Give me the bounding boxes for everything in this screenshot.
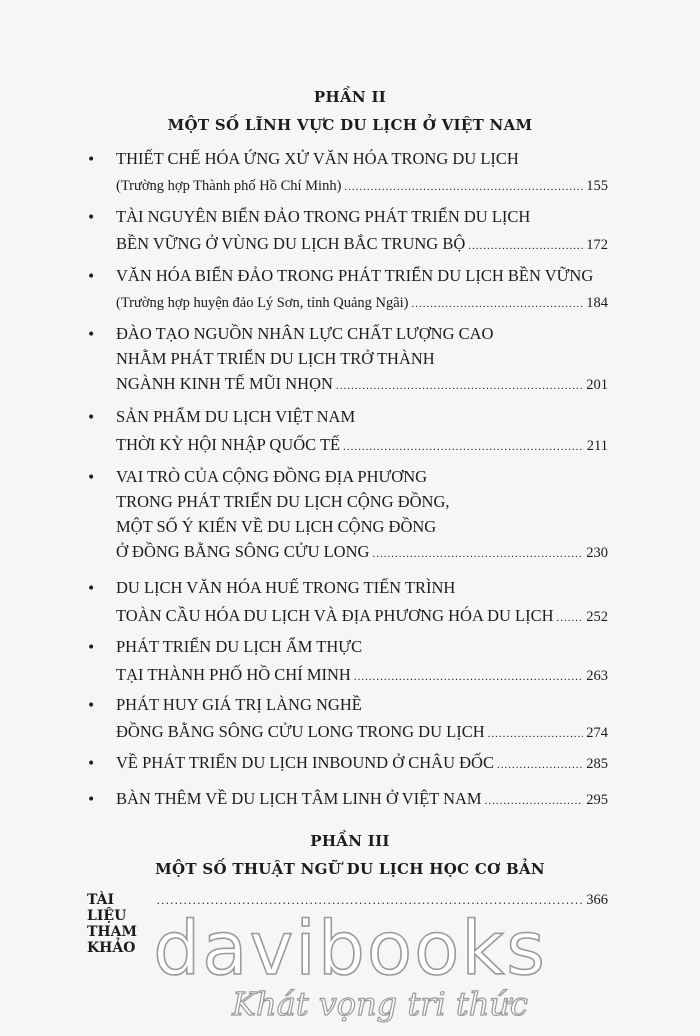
- toc-entry-final-line: [116, 373, 608, 395]
- toc-entry-title-text: THỜI KỲ HỘI NHẬP QUỐC TẾ: [116, 435, 341, 454]
- toc-entry-title-text: TRONG PHÁT TRIỂN DU LỊCH CỘNG ĐỒNG,: [116, 492, 450, 511]
- bullet-icon: •: [87, 410, 96, 426]
- toc-entry-final-line: [116, 233, 608, 255]
- toc-entry-page-number: 274: [586, 725, 608, 741]
- toc-entry-line: [116, 516, 608, 538]
- bullet-icon: •: [87, 152, 96, 168]
- toc-entry-title-text: PHÁT HUY GIÁ TRỊ LÀNG NGHỀ: [116, 695, 362, 714]
- toc-entry-page-number: 295: [586, 792, 608, 808]
- toc-entry-final-line: [116, 541, 608, 563]
- part-2-number: PHẦN II: [313, 88, 387, 106]
- bullet-icon: •: [87, 210, 96, 226]
- toc-entry-title-text: TOÀN CẦU HÓA DU LỊCH VÀ ĐỊA PHƯƠNG HÓA DU LỊCH: [116, 606, 554, 625]
- toc-entry-title-text: VĂN HÓA BIỂN ĐẢO TRONG PHÁT TRIỂN DU LỊCH BỀN VỮNG: [116, 266, 594, 285]
- toc-entry-line: [116, 636, 608, 658]
- toc-entry-line: [116, 694, 608, 716]
- toc-entry-line: [116, 466, 608, 488]
- part-2-title: MỘT SỐ LĨNH VỰC DU LỊCH Ở VIỆT NAM: [167, 116, 533, 134]
- toc-entry-title-text: NHẰM PHÁT TRIỂN DU LỊCH TRỞ THÀNH: [116, 349, 435, 368]
- toc-entry-final-line: [116, 292, 608, 314]
- watermark-tagline: Khát vọng tri thức: [232, 985, 528, 1023]
- toc-entry-line: [116, 148, 608, 170]
- references-label: TÀI LIỆU THAM KHẢO: [87, 892, 138, 956]
- toc-entry-title-text: THIẾT CHẾ HÓA ỨNG XỬ VĂN HÓA TRONG DU LỊCH: [116, 149, 519, 168]
- toc-entry-title-text: ĐÀO TẠO NGUỒN NHÂN LỰC CHẤT LƯỢNG CAO: [116, 324, 494, 343]
- bullet-icon: •: [87, 327, 96, 343]
- part-3-title: MỘT SỐ THUẬT NGỮ DU LỊCH HỌC CƠ BẢN: [155, 860, 545, 878]
- toc-entry-page-number: 252: [586, 609, 608, 625]
- dot-leader: [412, 293, 584, 315]
- toc-entry-page-number: 263: [586, 668, 608, 684]
- toc-entry-title-text: VỀ PHÁT TRIỂN DU LỊCH INBOUND Ở CHÂU ĐỐC: [116, 753, 494, 772]
- toc-entry-title-text: BỀN VỮNG Ở VÙNG DU LỊCH BẮC TRUNG BỘ: [116, 234, 466, 253]
- toc-entry-final-line: [116, 752, 608, 774]
- dot-leader: [497, 754, 583, 776]
- toc-entry-title-text: (Trường hợp huyện đảo Lý Sơn, tỉnh Quảng Ngãi): [116, 295, 409, 311]
- toc-entry-title-text: TẠI THÀNH PHỐ HỒ CHÍ MINH: [116, 665, 351, 684]
- toc-entry-page-number: 211: [586, 438, 608, 454]
- dot-leader: [354, 666, 583, 688]
- toc-entry-page-number: 285: [586, 756, 608, 772]
- dot-leader: [468, 235, 583, 257]
- toc-entry-line: [116, 491, 608, 513]
- toc-entry-title-text: DU LỊCH VĂN HÓA HUẾ TRONG TIẾN TRÌNH: [116, 578, 456, 597]
- toc-entry-page-number: 184: [586, 295, 608, 311]
- dot-leader: [372, 543, 583, 565]
- bullet-icon: •: [87, 640, 96, 656]
- dot-leader: [343, 436, 584, 458]
- bullet-icon: •: [87, 698, 96, 714]
- watermark-brand: davibooks: [153, 906, 547, 992]
- toc-entry-final-line: [116, 721, 608, 743]
- dot-leader: [336, 375, 583, 397]
- toc-entry-title-text: PHÁT TRIỂN DU LỊCH ẨM THỰC: [116, 637, 363, 656]
- toc-entry-final-line: [116, 664, 608, 686]
- part-3-number: PHẦN III: [310, 832, 390, 850]
- toc-entry-line: [116, 348, 608, 370]
- toc-entry-title-text: TÀI NGUYÊN BIỂN ĐẢO TRONG PHÁT TRIỂN DU LỊCH: [116, 207, 531, 226]
- toc-entry-title-text: SẢN PHẨM DU LỊCH VIỆT NAM: [116, 407, 356, 426]
- toc-entry-line: [116, 323, 608, 345]
- dot-leader: [557, 607, 584, 629]
- toc-entry-final-line: [116, 788, 608, 810]
- references-page-number: 366: [586, 892, 608, 908]
- bullet-icon: •: [87, 470, 96, 486]
- dot-leader: [488, 723, 584, 745]
- toc-entry-title-text: (Trường hợp Thành phố Hồ Chí Minh): [116, 178, 342, 194]
- toc-entry-page-number: 201: [586, 377, 608, 393]
- toc-entry-page-number: 230: [586, 545, 608, 561]
- toc-entry-title-text: MỘT SỐ Ý KIẾN VỀ DU LỊCH CỘNG ĐỒNG: [116, 517, 437, 536]
- toc-entry-line: [116, 206, 608, 228]
- toc-entry-title-text: BÀN THÊM VỀ DU LỊCH TÂM LINH Ở VIỆT NAM: [116, 789, 482, 808]
- toc-entry-title-text: Ở ĐỒNG BẰNG SÔNG CỬU LONG: [116, 542, 370, 561]
- bullet-icon: •: [87, 581, 96, 597]
- toc-entry-final-line: [116, 434, 608, 456]
- toc-entry-line: [116, 265, 608, 287]
- bullet-icon: •: [87, 756, 96, 772]
- toc-entry-final-line: [116, 175, 608, 197]
- toc-entry-title-text: NGÀNH KINH TẾ MŨI NHỌN: [116, 374, 333, 393]
- dot-leader: [344, 176, 583, 198]
- toc-entry-page-number: 155: [586, 178, 608, 194]
- toc-entry-line: [116, 577, 608, 599]
- toc-entry-line: [116, 406, 608, 428]
- toc-entry-title-text: ĐỒNG BẰNG SÔNG CỬU LONG TRONG DU LỊCH: [116, 722, 485, 741]
- dot-leader: [485, 790, 584, 812]
- bullet-icon: •: [87, 792, 96, 808]
- toc-entry-title-text: VAI TRÒ CỦA CỘNG ĐỒNG ĐỊA PHƯƠNG: [116, 467, 428, 486]
- bullet-icon: •: [87, 269, 96, 285]
- toc-entry-final-line: [116, 605, 608, 627]
- toc-entry-page-number: 172: [586, 237, 608, 253]
